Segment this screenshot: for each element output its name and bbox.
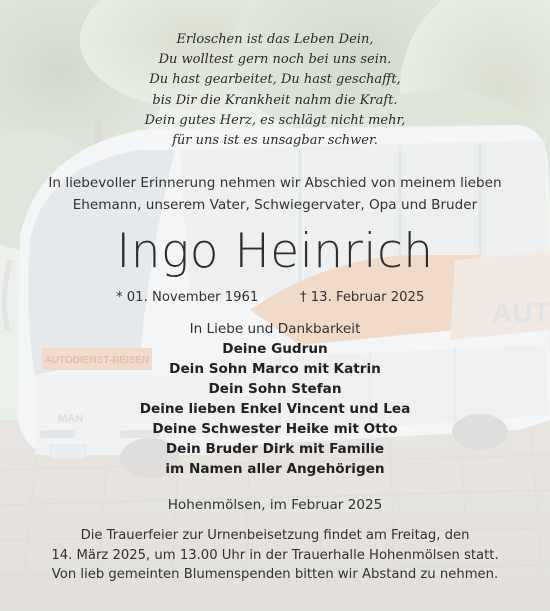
- life-dates: [0, 288, 550, 308]
- poem-line: für uns ist es unsagbar schwer.: [172, 133, 378, 149]
- mourner: Dein Bruder Dirk mit Familie: [165, 441, 385, 457]
- mourners-lead: In Liebe und Dankbarkeit: [189, 321, 361, 337]
- death-date: † 13. Februar 2025: [300, 290, 425, 305]
- mourner: Deine Gudrun: [222, 341, 328, 357]
- intro-line: In liebevoller Erinnerung nehmen wir Abschied von meinem lieben: [48, 175, 502, 191]
- poem-line: Du hast gearbeitet, Du hast geschafft,: [149, 72, 401, 88]
- intro-text: [0, 172, 550, 216]
- mourner: Dein Sohn Stefan: [208, 381, 342, 397]
- poem-line: bis Dir die Krankheit nahm die Kraft.: [152, 92, 398, 108]
- bus-side-lettering: AUT: [492, 297, 550, 328]
- notice-line: Die Trauerfeier zur Urnenbeisetzung findet am Freitag, den: [80, 528, 470, 543]
- poem: [0, 30, 550, 151]
- bus-brand-badge: MAN: [58, 413, 84, 425]
- notice-line: Von lieb gemeinten Blumenspenden bitten wir Abstand zu nehmen.: [51, 567, 499, 582]
- poem-line: Erloschen ist das Leben Dein,: [176, 32, 374, 47]
- place-date: Hohenmölsen, im Februar 2025: [167, 497, 383, 513]
- deceased-name: Ingo Heinrich: [116, 224, 434, 279]
- mourner: Deine lieben Enkel Vincent und Lea: [139, 401, 411, 417]
- mourner: Deine Schwester Heike mit Otto: [152, 421, 398, 437]
- bus-destination-sign: AUTODIENST-REISEN: [44, 355, 150, 366]
- notice-line: 14. März 2025, um 13.00 Uhr in der Trauerhalle Hohenmölsen statt.: [51, 547, 499, 563]
- intro-line: Ehemann, unserem Vater, Schwiegervater, Opa und Bruder: [72, 197, 478, 213]
- birth-date: * 01. November 1961: [116, 290, 259, 305]
- poem-line: Du wolltest gern noch bei uns sein.: [158, 52, 392, 68]
- mourner: im Namen aller Angehörigen: [165, 461, 385, 477]
- funeral-notice: [0, 526, 550, 585]
- mourners-list: [0, 319, 550, 479]
- mourner: Dein Sohn Marco mit Katrin: [169, 361, 381, 377]
- poem-line: Dein gutes Herz, es schlägt nicht mehr,: [144, 112, 406, 128]
